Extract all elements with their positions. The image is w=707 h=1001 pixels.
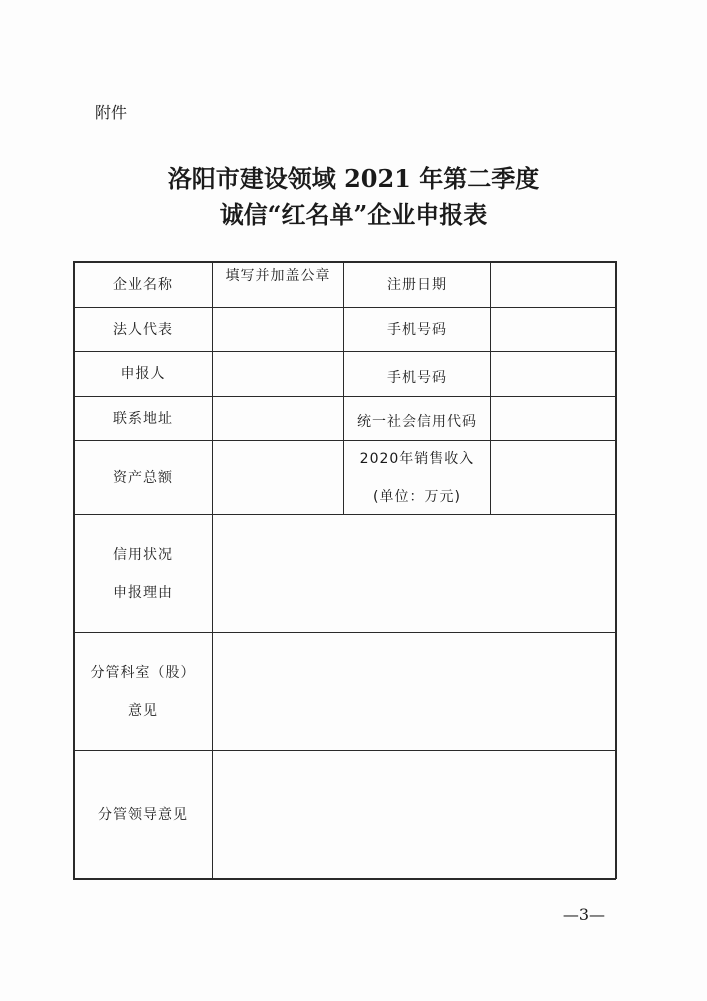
applicant-label: 申报人 [120, 366, 166, 382]
credit-code-label: 统一社会信用代码 [357, 413, 477, 430]
dept-opinion-label-line2: 意见 [128, 702, 158, 719]
form-title-line2: 诚信“红名单”企业申报表 [219, 200, 488, 229]
dept-opinion-label [74, 633, 212, 750]
legal-rep-label: 法人代表 [113, 321, 173, 338]
credit-reason-label-line1: 信用状况 [113, 546, 173, 563]
leader-opinion-label: 分管领导意见 [98, 806, 188, 823]
company-name-label: 企业名称 [113, 276, 173, 293]
dept-opinion-label-line1: 分管科室（股） [90, 664, 196, 681]
applicant-phone-label: 手机号码 [387, 370, 447, 386]
applicant-field[interactable] [213, 352, 343, 396]
form-title-line1: 洛阳市建设领域 2021 年第二季度 [167, 164, 540, 193]
legal-rep-field[interactable] [213, 308, 343, 351]
credit-reason-label [74, 515, 212, 632]
sales-revenue-label-line2: (单位：万元) [373, 488, 461, 505]
assets-field[interactable] [213, 441, 343, 514]
table-border-bottom [73, 878, 616, 880]
sales-revenue-label [344, 441, 490, 514]
leader-opinion-field[interactable] [213, 751, 615, 878]
sales-revenue-label-line1: 2020年销售收入 [359, 450, 475, 467]
address-label: 联系地址 [113, 410, 173, 427]
legal-rep-phone-field[interactable] [491, 308, 615, 351]
page-number: —3— [562, 905, 605, 924]
credit-reason-label-line2: 申报理由 [113, 584, 173, 601]
sales-revenue-field[interactable] [491, 441, 615, 514]
applicant-phone-field[interactable] [491, 352, 615, 396]
credit-reason-field[interactable] [213, 515, 615, 632]
company-name-value[interactable]: 填写并加盖公章 [225, 268, 331, 284]
attachment-label: 附件 [95, 103, 128, 122]
credit-code-field[interactable] [491, 397, 615, 440]
register-date-label: 注册日期 [387, 276, 447, 293]
address-field[interactable] [213, 397, 343, 440]
register-date-field[interactable] [491, 262, 615, 307]
table-border-right [615, 261, 617, 879]
assets-label: 资产总额 [113, 469, 173, 486]
legal-rep-phone-label: 手机号码 [387, 321, 447, 338]
dept-opinion-field[interactable] [213, 633, 615, 750]
